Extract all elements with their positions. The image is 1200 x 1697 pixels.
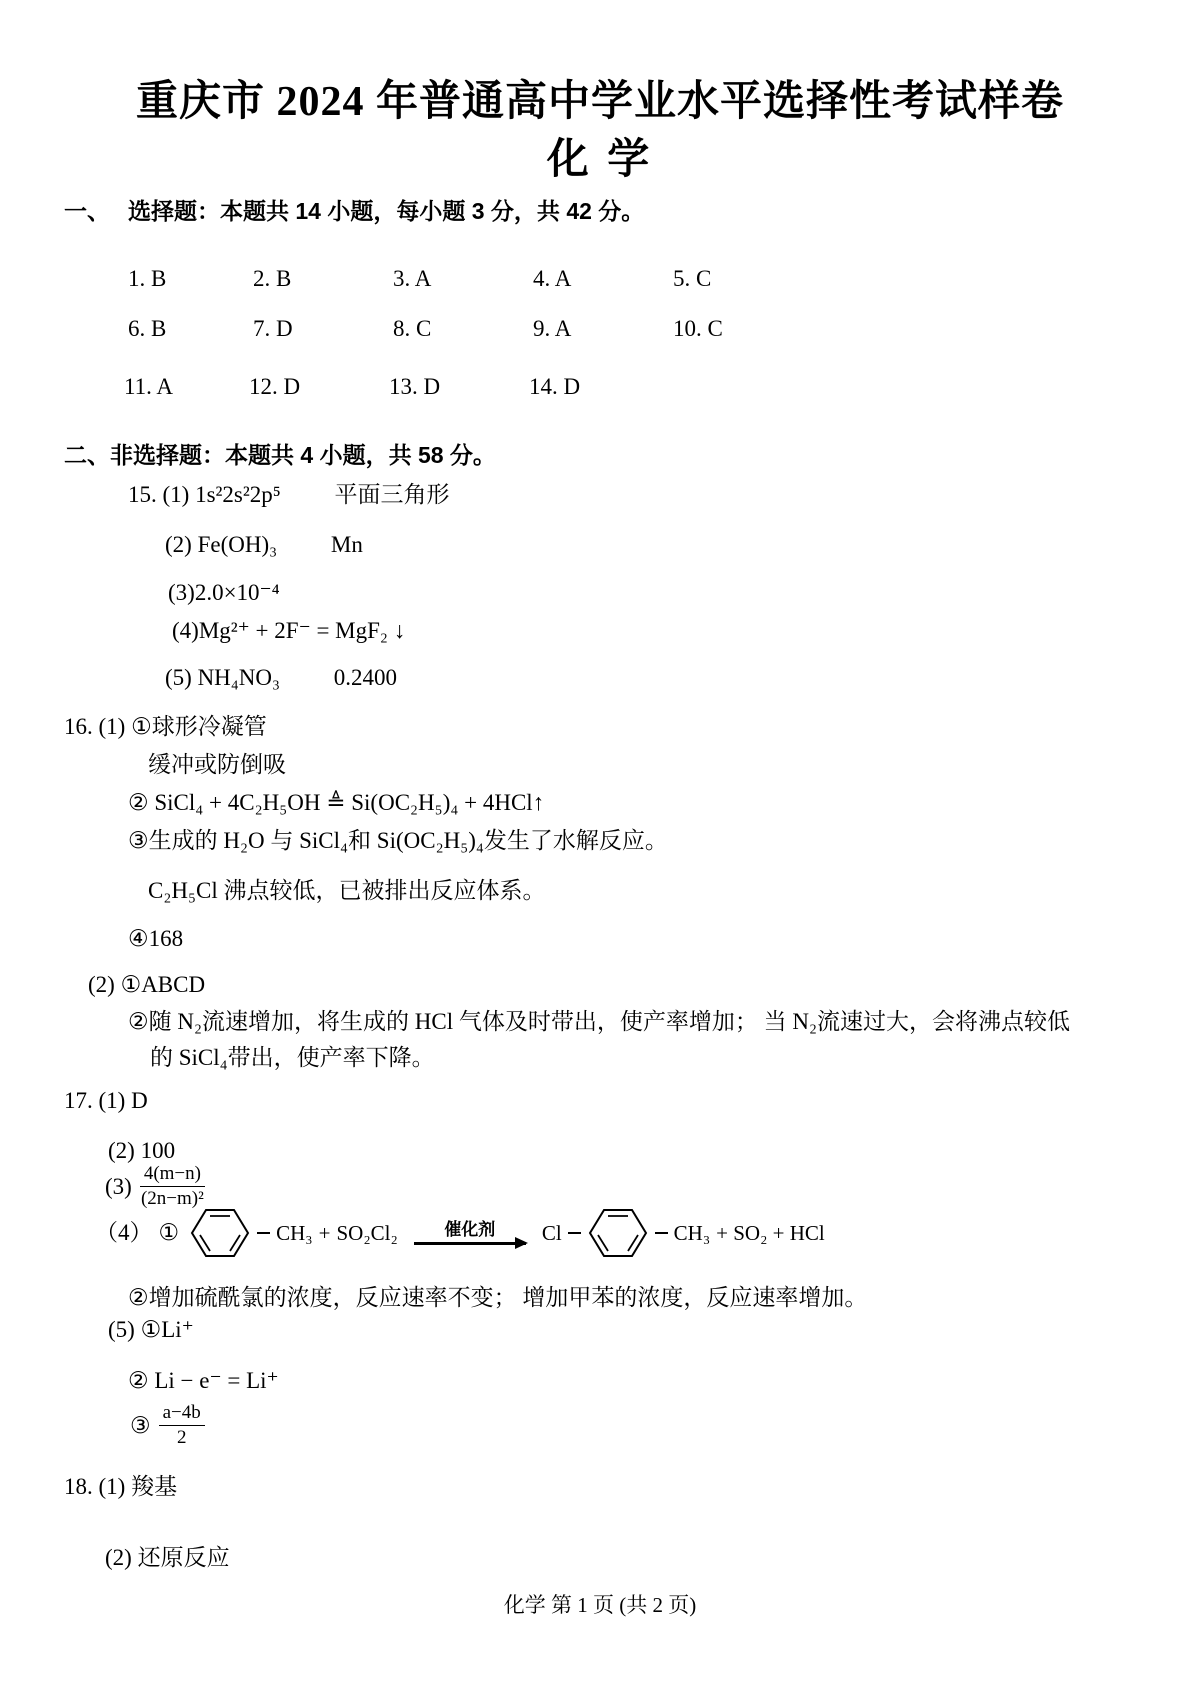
rxn-products-tail: + SO₂ + HCl [716,1221,825,1245]
q15-line-5 [165,663,397,693]
answer-row [128,264,711,294]
fraction-numerator: a−4b [159,1402,205,1426]
q15-line-2 [165,530,363,560]
q16-line-7: (2) ①ABCD [88,972,206,997]
section-choice-heading [64,196,644,226]
q15-answer-1-extra: 平面三角形 [334,482,450,507]
q15-line-1 [128,480,450,510]
bond-line-icon [257,1232,270,1234]
q17-line-2: (2) 100 [108,1138,176,1163]
answer-cell: 6. B [128,316,167,341]
answer-cell: 9. A [533,316,572,341]
answer-cell: 13. D [389,374,441,399]
answer-cell: 7. D [253,316,293,341]
catalyst-label: 催化剂 [444,1220,496,1240]
q17-line-3 [105,1163,205,1210]
rxn-so2cl2: SO₂Cl₂ [336,1221,398,1245]
answer-cell: 12. D [249,374,301,399]
benzene-ring-icon [587,1205,649,1261]
page-title: 重庆市 2024 年普通高中学业水平选择性考试样卷 [135,79,1064,125]
answer-row [124,372,669,402]
answer-cell: 4. A [533,266,572,291]
q16-line-8: ②随 N₂流速增加，将生成的 HCl 气体及时带出，使产率增加； 当 N₂流速过大，会将沸点较低 [128,1009,1070,1034]
fraction-denominator: (2n−m)² [140,1188,204,1209]
page-subject: 化 学 [546,137,654,183]
arrow-line-icon [414,1242,526,1244]
section-choice-heading-text: 选择题：本题共 14 小题，每小题 3 分，共 42 分。 [128,198,645,224]
q17-4-item-number: ① [158,1220,180,1245]
fraction-numerator: 4(m−n) [140,1163,205,1187]
answer-cell: 5. C [673,266,712,291]
answer-cell: 11. A [124,374,173,399]
page-footer: 化学 第 1 页 (共 2 页) [503,1593,697,1617]
answer-cell: 10. C [673,316,723,341]
q17-line-6: (5) ①Li⁺ [108,1317,194,1342]
q17-line-5: ②增加硫酰氯的浓度，反应速率不变； 增加甲苯的浓度，反应速率增加。 [128,1285,868,1310]
rxn-cl: Cl [541,1221,562,1245]
q18-line-2: (2) 还原反应 [105,1545,230,1570]
q17-reaction-scheme [95,1205,825,1261]
q17-3-label: (3) [105,1173,132,1199]
answer-cell: 3. A [393,266,432,291]
q15-answer-1: 15. (1) 1s²2s²2p⁵ [128,482,281,507]
q17-line-1: 17. (1) D [64,1088,148,1113]
q16-line-4: ③生成的 H₂O 与 SiCl₄和 Si(OC₂H₅)₄发生了水解反应。 [128,828,668,853]
bond-line-icon [655,1232,668,1234]
q15-answer-2-extra: Mn [330,532,363,557]
q16-line-6: ④168 [128,926,184,951]
answer-cell: 1. B [128,266,167,291]
section-free-heading: 二、非选择题：本题共 4 小题，共 58 分。 [64,442,496,468]
rxn-ch3-right: CH₃ [673,1221,711,1245]
q16-line-5: C₂H₅Cl 沸点较低，已被排出反应体系。 [148,878,546,903]
q16-equation: ② SiCl₄ + 4C₂H₅OH ≜ Si(OC₂H₅)₄ + 4HCl↑ [128,790,545,815]
rxn-plus: + [318,1221,331,1245]
spacer [110,196,128,226]
q16-line-2: 缓冲或防倒吸 [148,752,286,777]
answer-cell: 14. D [529,374,581,399]
q15-line-3: (3)2.0×10⁻⁴ [168,580,280,605]
q16-line-1: 16. (1) ①球形冷凝管 [64,714,267,739]
fraction-denominator: 2 [176,1427,187,1448]
section-choice-number: 一、 [64,198,110,224]
answer-row [128,314,723,344]
q17-line-8 [130,1402,205,1449]
q15-answer-5: (5) NH₄NO₃ [165,665,281,690]
q15-answer-2: (2) Fe(OH)₃ [165,532,278,557]
q15-answer-5-extra: 0.2400 [333,665,398,690]
q18-line-1: 18. (1) 羧基 [64,1474,178,1499]
q15-line-4: (4)Mg²⁺ + 2F⁻ = MgF₂ ↓ [172,618,406,643]
answer-cell: 2. B [253,266,292,291]
answer-cell: 8. C [393,316,432,341]
fraction [159,1402,205,1449]
q17-line-7: ② Li − e⁻ = Li⁺ [128,1368,279,1393]
benzene-ring-icon [189,1205,251,1261]
q17-4-label: （4） [95,1220,153,1245]
fraction [140,1163,205,1210]
bond-line-icon [568,1232,581,1234]
reaction-arrow [414,1221,526,1244]
q16-line-9: 的 SiCl₄带出，使产率下降。 [150,1045,435,1070]
q17-8-item-number: ③ [130,1412,151,1438]
rxn-ch3-left: CH₃ [276,1221,313,1245]
